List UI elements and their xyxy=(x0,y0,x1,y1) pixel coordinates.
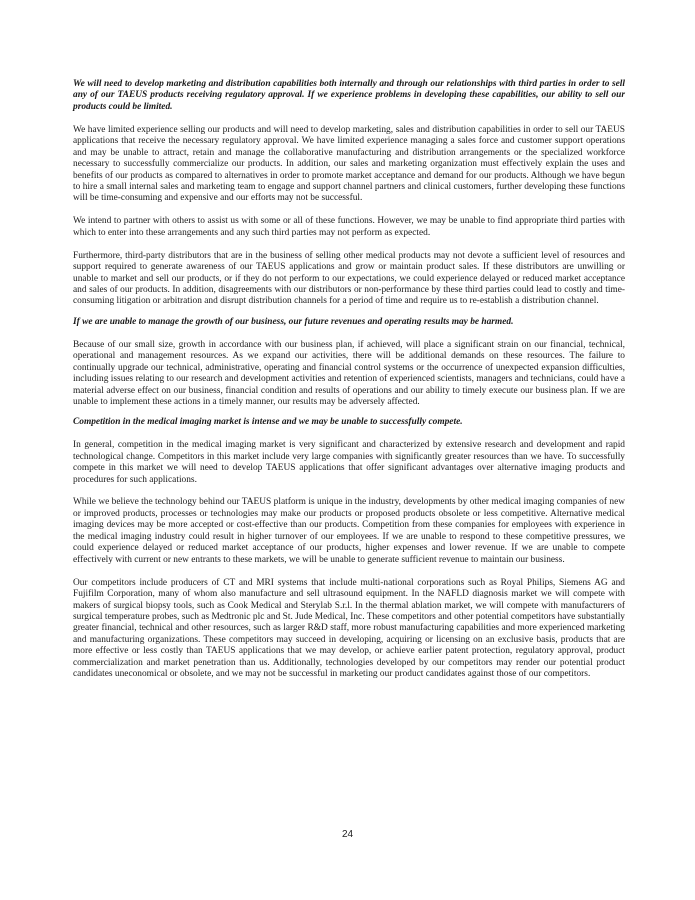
paragraph-third-party-distributors: Furthermore, third-party distributors that are in the business of selling other medical products may not devote a sufficient level of resources and support required to generate awareness of our TAEUS applications and grow or maintain product sales. If these distributors are unwilling or unable to market and sell our products, or if they do not perform to our expectations, we could experience delayed or reduced market acceptance and sales of our products. In addition, disagreements with our distributors or non-performance by these third parties could lead to costly and time-consuming litigation or arbitration and disrupt distribution channels for a period of time and require us to re-establish a distribution channel. xyxy=(73,250,625,307)
paragraph-competitors-list: Our competitors include producers of CT and MRI systems that include multi-national corporations such as Royal Philips, Siemens AG and Fujifilm Corporation, many of whom also manufacture and sell ultrasound equipment. In the NAFLD diagnosis market we will compete with makers of surgical biopsy tools, such as Cook Medical and Sterylab S.r.l. In the thermal ablation market, we will compete with manufacturers of surgical temperature probes, such as Medtronic plc and St. Jude Medical, Inc. These competitors and other potential competitors have substantially greater financial, technical and other resources, such as larger R&D staff, more robust manufacturing capabilities and more experienced marketing and manufacturing organizations. These competitors may succeed in developing, acquiring or licensing on an exclusive basis, products that are more effective or less costly than TAEUS applications that we may develop, or achieve earlier patent protection, regulatory approval, product commercialization and market penetration than us. Additionally, technologies developed by our competitors may render our potential product candidates uneconomical or obsolete, and we may not be successful in marketing our product candidates against those of our competitors. xyxy=(73,577,625,680)
section-heading-competition: Competition in the medical imaging market is intense and we may be unable to successfully compete. xyxy=(73,417,463,428)
section-heading-marketing: We will need to develop marketing and distribution capabilities both internally and through our relationships with third parties in order to sell any of our TAEUS products receiving regulatory approval. If we experience problems in developing these capabilities, our ability to sell our products could be limited. xyxy=(73,79,625,112)
paragraph-small-size-growth: Because of our small size, growth in accordance with our business plan, if achieved, will place a significant strain on our financial, technical, operational and management resources. As we expand our activities, there will be additional demands on these resources. The failure to continually upgrade our technical, administrative, operating and financial control systems or the occurrence of unexpected expansion difficulties, including issues relating to our research and development activities and retention of experienced scientists, managers and technicians, could have a material adverse effect on our business, financial condition and results of operations and our ability to timely execute our business plan. If we are unable to implement these actions in a timely manner, our results may be adversely affected. xyxy=(73,339,625,407)
document-body xyxy=(73,79,625,692)
paragraph-technology-unique: While we believe the technology behind our TAEUS platform is unique in the industry, developments by other medical imaging companies of new or improved products, processes or technologies may make our products or proposed products obsolete or less competitive. Alternative medical imaging devices may be more accepted or cost-effective than our products. Competition from these companies for employees with experience in the medical imaging industry could result in higher turnover of our employees. If we are unable to respond to these competitive pressures, we could experience delayed or reduced market acceptance of our products, higher expenses and lower revenue. If we are unable to compete effectively with current or new entrants to these markets, we will be unable to generate sufficient revenue to maintain our business. xyxy=(73,497,625,565)
paragraph-competition-general: In general, competition in the medical imaging market is very significant and characterized by extensive research and development and rapid technological change. Competitors in this market include very large companies with significantly greater resources than we have. To successfully compete in this market we will need to develop TAEUS applications that offer significant advantages over alternative imaging products and procedures for such applications. xyxy=(73,440,625,485)
section-heading-growth: If we are unable to manage the growth of our business, our future revenues and operating results may be harmed. xyxy=(73,316,514,327)
page-number: 24 xyxy=(341,829,354,840)
paragraph-limited-experience: We have limited experience selling our products and will need to develop marketing, sales and distribution capabilities in order to sell our TAEUS applications that receive the necessary regulatory approval. We have limited experience managing a sales force and customer support operations and may be unable to attract, retain and manage the collaborative manufacturing and distribution arrangements or the specialized workforce necessary to successfully commercialize our products. In addition, our sales and marketing organization must effectively explain the uses and benefits of our products as compared to alternatives in order to promote market acceptance and demand for our products. Although we have begun to hire a small internal sales and marketing team to engage and support channel partners and clinical customers, further developing these functions will be time-consuming and expensive and our efforts may not be successful. xyxy=(73,124,625,204)
paragraph-partner-with-others: We intend to partner with others to assist us with some or all of these functions. However, we may be unable to find appropriate third parties with which to enter into these arrangements and any such third parties may not perform as expected. xyxy=(73,216,625,238)
